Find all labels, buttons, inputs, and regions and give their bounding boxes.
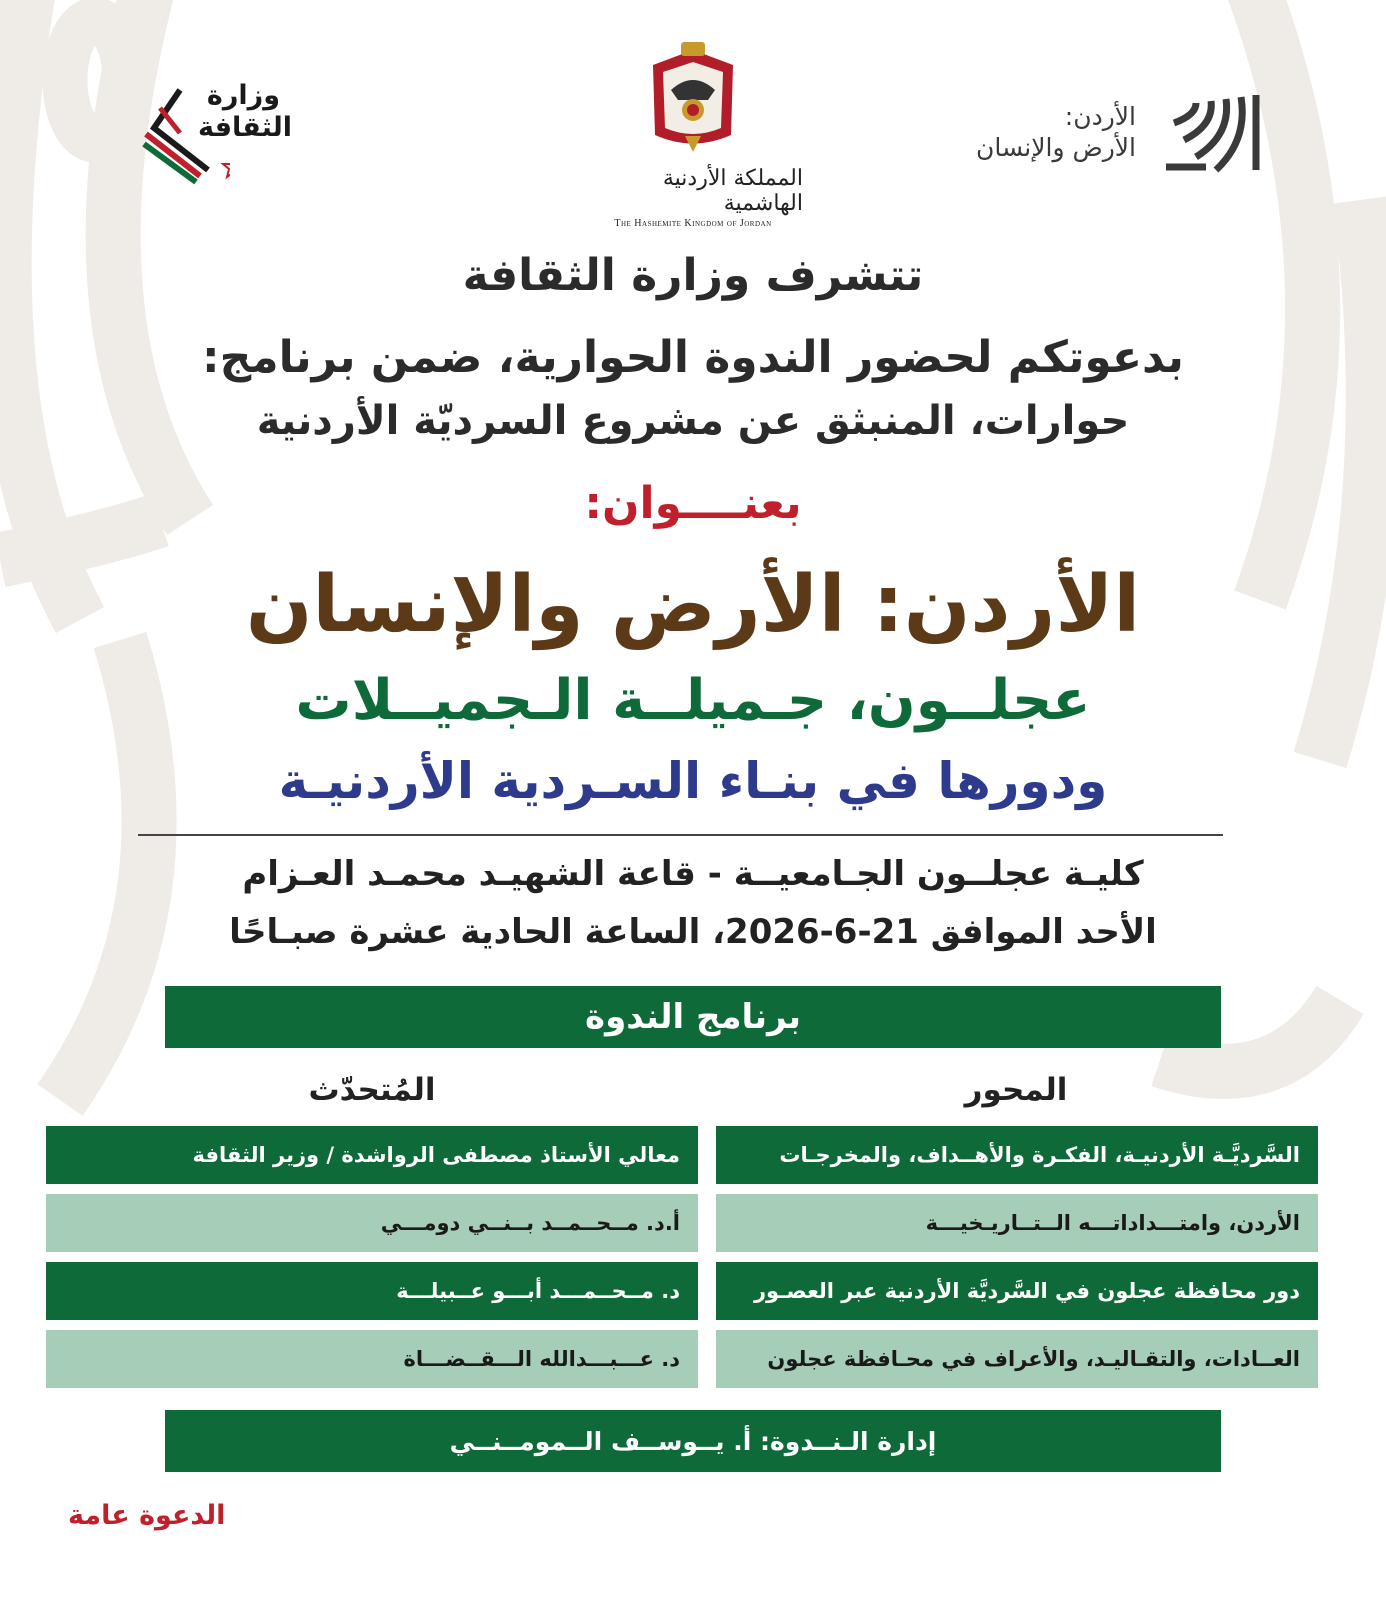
- titled-label: بعنــــوان:: [584, 478, 802, 529]
- speaker-row: د. مــحــمـــد أبـــو عــبيلـــة: [46, 1262, 698, 1320]
- program-line: حوارات، المنبثق عن مشروع السرديّة الأردنية: [256, 398, 1130, 444]
- speaker-row: معالي الأستاذ مصطفى الرواشدة / وزير الثقافة: [46, 1126, 698, 1184]
- speaker-row: أ.د. مــحــمــد بــنــي دومـــي: [46, 1194, 698, 1252]
- moderator-bar: إدارة الـنــدوة: أ. يــوســف الــمومــنــي: [165, 1410, 1221, 1472]
- ministry-of-culture-logo: [140, 78, 300, 188]
- public-invitation-note: الدعوة عامة: [68, 1500, 226, 1531]
- main-title: الأردن: الأرض والإنسان: [245, 560, 1141, 650]
- invite-line: بدعوتكم لحضور الندوة الحوارية، ضمن برنامج:: [202, 332, 1184, 383]
- topic-column-header: المحور: [964, 1072, 1068, 1108]
- arcs-emblem-icon: [1156, 85, 1266, 180]
- jordan-land-people-logo: [926, 82, 1266, 182]
- ministry-line-1: وزارة: [206, 80, 280, 111]
- coat-of-arms-icon: [643, 40, 743, 160]
- brand-line-1: الأردن:: [1064, 101, 1136, 131]
- divider: [138, 834, 1223, 836]
- hosts-line: تتشرف وزارة الثقافة: [462, 250, 924, 301]
- topic-row: السَّرديَّـة الأردنيـة، الفكـرة والأهــداف، والمخرجـات: [716, 1126, 1318, 1184]
- topic-row: الأردن، وامتـــداداتـــه الــتــاريـخيـــة: [716, 1194, 1318, 1252]
- ministry-line-2: الثقافة: [197, 112, 292, 143]
- speaker-row: د. عـــبـــدالله الـــقــضـــاة: [46, 1330, 698, 1388]
- brand-line-2: الأرض والإنسان: [976, 133, 1136, 162]
- program-heading: برنامج الندوة: [165, 986, 1221, 1048]
- speaker-column-header: المُتحدّث: [308, 1072, 436, 1108]
- kingdom-logo: [583, 40, 803, 230]
- subtitle-line-1: عجلــون، جـميلــة الـجميــلات: [295, 668, 1091, 733]
- kingdom-name-arabic: المملكة الأردنية الهاشمية: [662, 166, 803, 216]
- venue-line: كليـة عجلــون الجـامعيــة - قاعة الشهيـد محمـد العـزام: [242, 854, 1144, 894]
- subtitle-line-2: ودورها في بنـاء السـردية الأردنيـة: [278, 752, 1108, 810]
- topic-row: العــادات، والتقـاليـد، والأعراف في محـافظة عجلون: [716, 1330, 1318, 1388]
- date-line: الأحد الموافق 21-6-2026، الساعة الحادية عشرة صبـاحًا: [229, 912, 1157, 952]
- topic-row: دور محافظة عجلون في السَّرديَّة الأردنية عبر العصـور: [716, 1262, 1318, 1320]
- kingdom-name-english: The Hashemite Kingdom of Jordan: [614, 218, 772, 229]
